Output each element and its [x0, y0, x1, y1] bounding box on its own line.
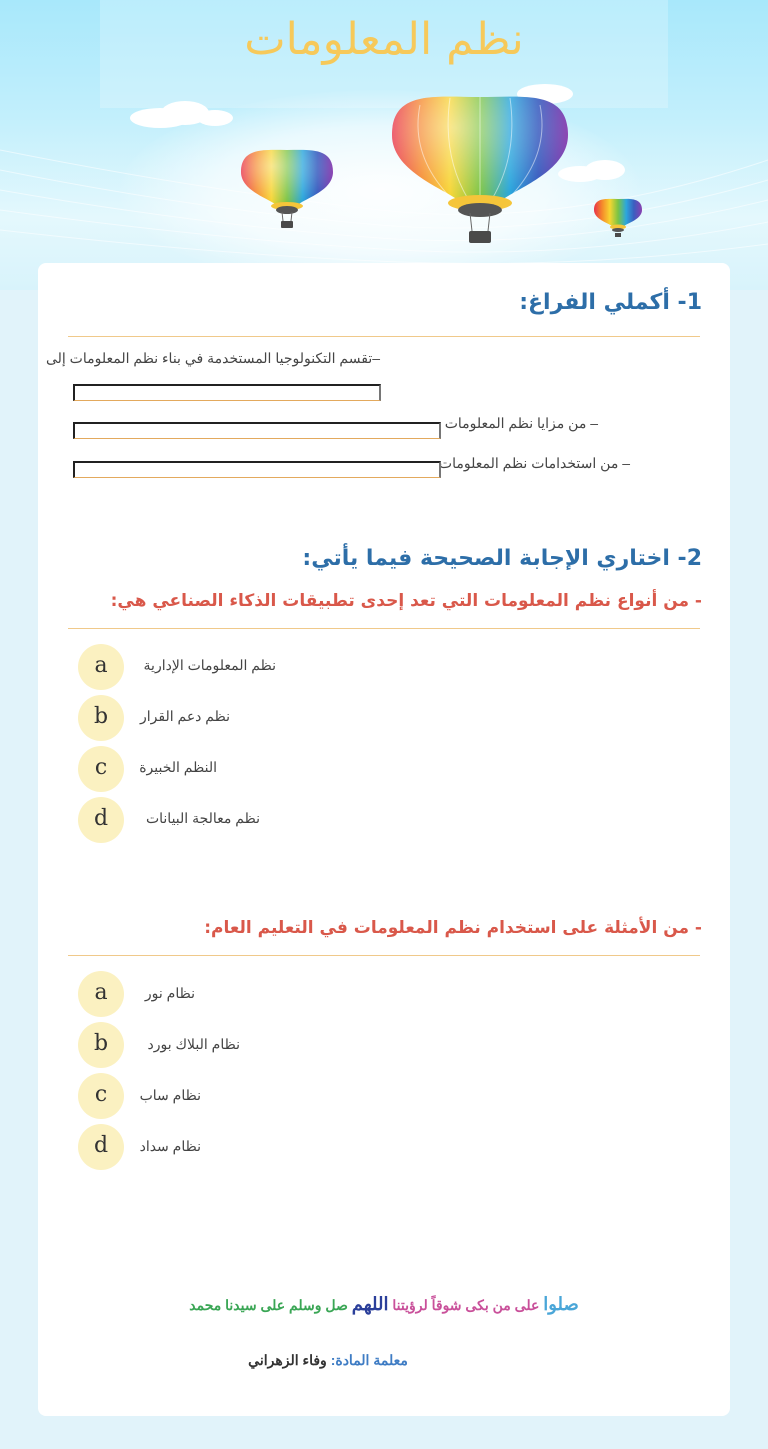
option-d-label[interactable]: نظم معالجة البيانات: [145, 810, 260, 826]
option-d-label[interactable]: نظام سداد: [139, 1138, 201, 1154]
question-1-text: - من أنواع نظم المعلومات التي تعد إحدى تطبيقات الذكاء الصناعي هي:: [110, 591, 702, 611]
blessing-part-3: اللهم: [351, 1294, 389, 1314]
header-banner: [0, 0, 768, 290]
blessing-part-4: صل وسلم على سيدنا محمد: [189, 1297, 348, 1313]
option-a-marker[interactable]: a: [78, 971, 124, 1017]
option-c-label[interactable]: النظم الخبيرة: [139, 759, 217, 775]
option-a-label[interactable]: نظام نور: [144, 985, 195, 1001]
fill-item-2-input[interactable]: [73, 422, 441, 439]
fill-item-2-label: – من مزايا نظم المعلومات: [444, 415, 598, 431]
section1-heading: 1- أكملي الفراغ:: [519, 290, 702, 315]
fill-item-3-label: – من استخدامات نظم المعلومات: [438, 455, 630, 471]
option-d-marker[interactable]: d: [78, 797, 124, 843]
question-2-text: - من الأمثلة على استخدام نظم المعلومات في التعليم العام:: [204, 918, 702, 938]
fill-item-1-input[interactable]: [73, 384, 381, 401]
teacher-label: معلمة المادة:: [330, 1352, 408, 1368]
blessing-part-2: على من بكى شوقاً لرؤيتنا: [392, 1297, 540, 1313]
option-c-label[interactable]: نظام ساب: [139, 1087, 201, 1103]
option-d-marker[interactable]: d: [78, 1124, 124, 1170]
hot-air-balloon-icon: [392, 97, 568, 243]
divider: [68, 955, 700, 956]
option-a-label[interactable]: نظم المعلومات الإدارية: [143, 657, 276, 673]
hot-air-balloon-icon: [241, 150, 333, 228]
blessing-part-1: صلوا: [543, 1294, 579, 1314]
section2-heading: 2- اختاري الإجابة الصحيحة فيما يأتي:: [302, 546, 702, 571]
page-title: نظم المعلومات: [244, 14, 524, 65]
footer-teacher: [0, 1352, 656, 1369]
option-c-marker[interactable]: c: [78, 746, 124, 792]
option-c-marker[interactable]: c: [78, 1073, 124, 1119]
divider: [68, 628, 700, 629]
option-b-marker[interactable]: b: [78, 695, 124, 741]
fill-item-1-label: –تقسم التكنولوجيا المستخدمة في بناء نظم المعلومات إلى: [45, 350, 380, 366]
fill-item-3-input[interactable]: [73, 461, 441, 478]
option-a-marker[interactable]: a: [78, 644, 124, 690]
option-b-marker[interactable]: b: [78, 1022, 124, 1068]
divider: [68, 336, 700, 337]
teacher-name: وفاء الزهراني: [248, 1352, 327, 1368]
option-b-label[interactable]: نظم دعم القرار: [140, 708, 230, 724]
option-b-label[interactable]: نظام البلاك بورد: [147, 1036, 240, 1052]
footer-blessing: [0, 1294, 768, 1315]
